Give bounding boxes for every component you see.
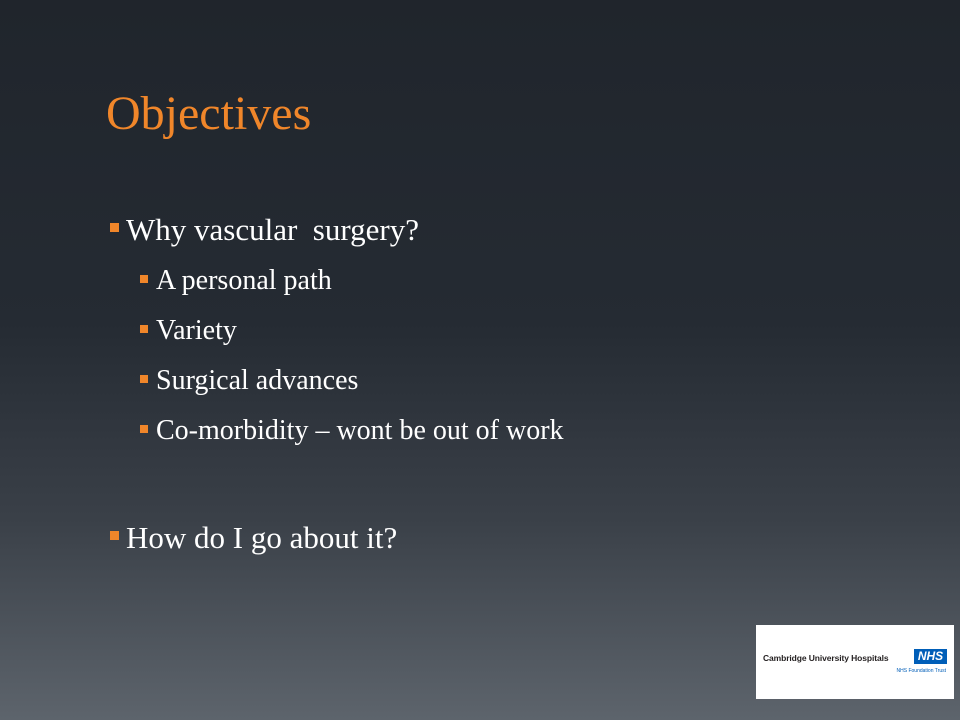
bullet-square-icon: [140, 425, 148, 433]
sub-bullet-item: [140, 265, 332, 297]
sub-bullet-text: Co-morbidity – wont be out of work: [156, 415, 564, 446]
nhs-badge: NHS: [914, 649, 947, 664]
bullet-item: [110, 520, 397, 556]
logo-subtitle: NHS Foundation Trust: [896, 668, 946, 674]
sub-bullet-text: A personal path: [156, 265, 332, 296]
bullet-text: How do I go about it?: [126, 520, 398, 555]
sub-bullet-item: [140, 365, 358, 397]
sub-bullet-text: Variety: [156, 315, 237, 346]
slide-title: Objectives: [106, 87, 312, 140]
bullet-square-icon: [110, 223, 119, 232]
sub-bullet-item: [140, 315, 237, 347]
logo-organization-name: Cambridge University Hospitals: [763, 653, 889, 663]
bullet-square-icon: [140, 275, 148, 283]
bullet-text: Why vascular surgery?: [126, 212, 419, 247]
hospital-logo: [756, 625, 954, 699]
bullet-square-icon: [140, 375, 148, 383]
bullet-square-icon: [110, 531, 119, 540]
bullet-item: [110, 212, 419, 248]
sub-bullet-item: [140, 415, 564, 447]
bullet-square-icon: [140, 325, 148, 333]
sub-bullet-text: Surgical advances: [156, 365, 359, 396]
